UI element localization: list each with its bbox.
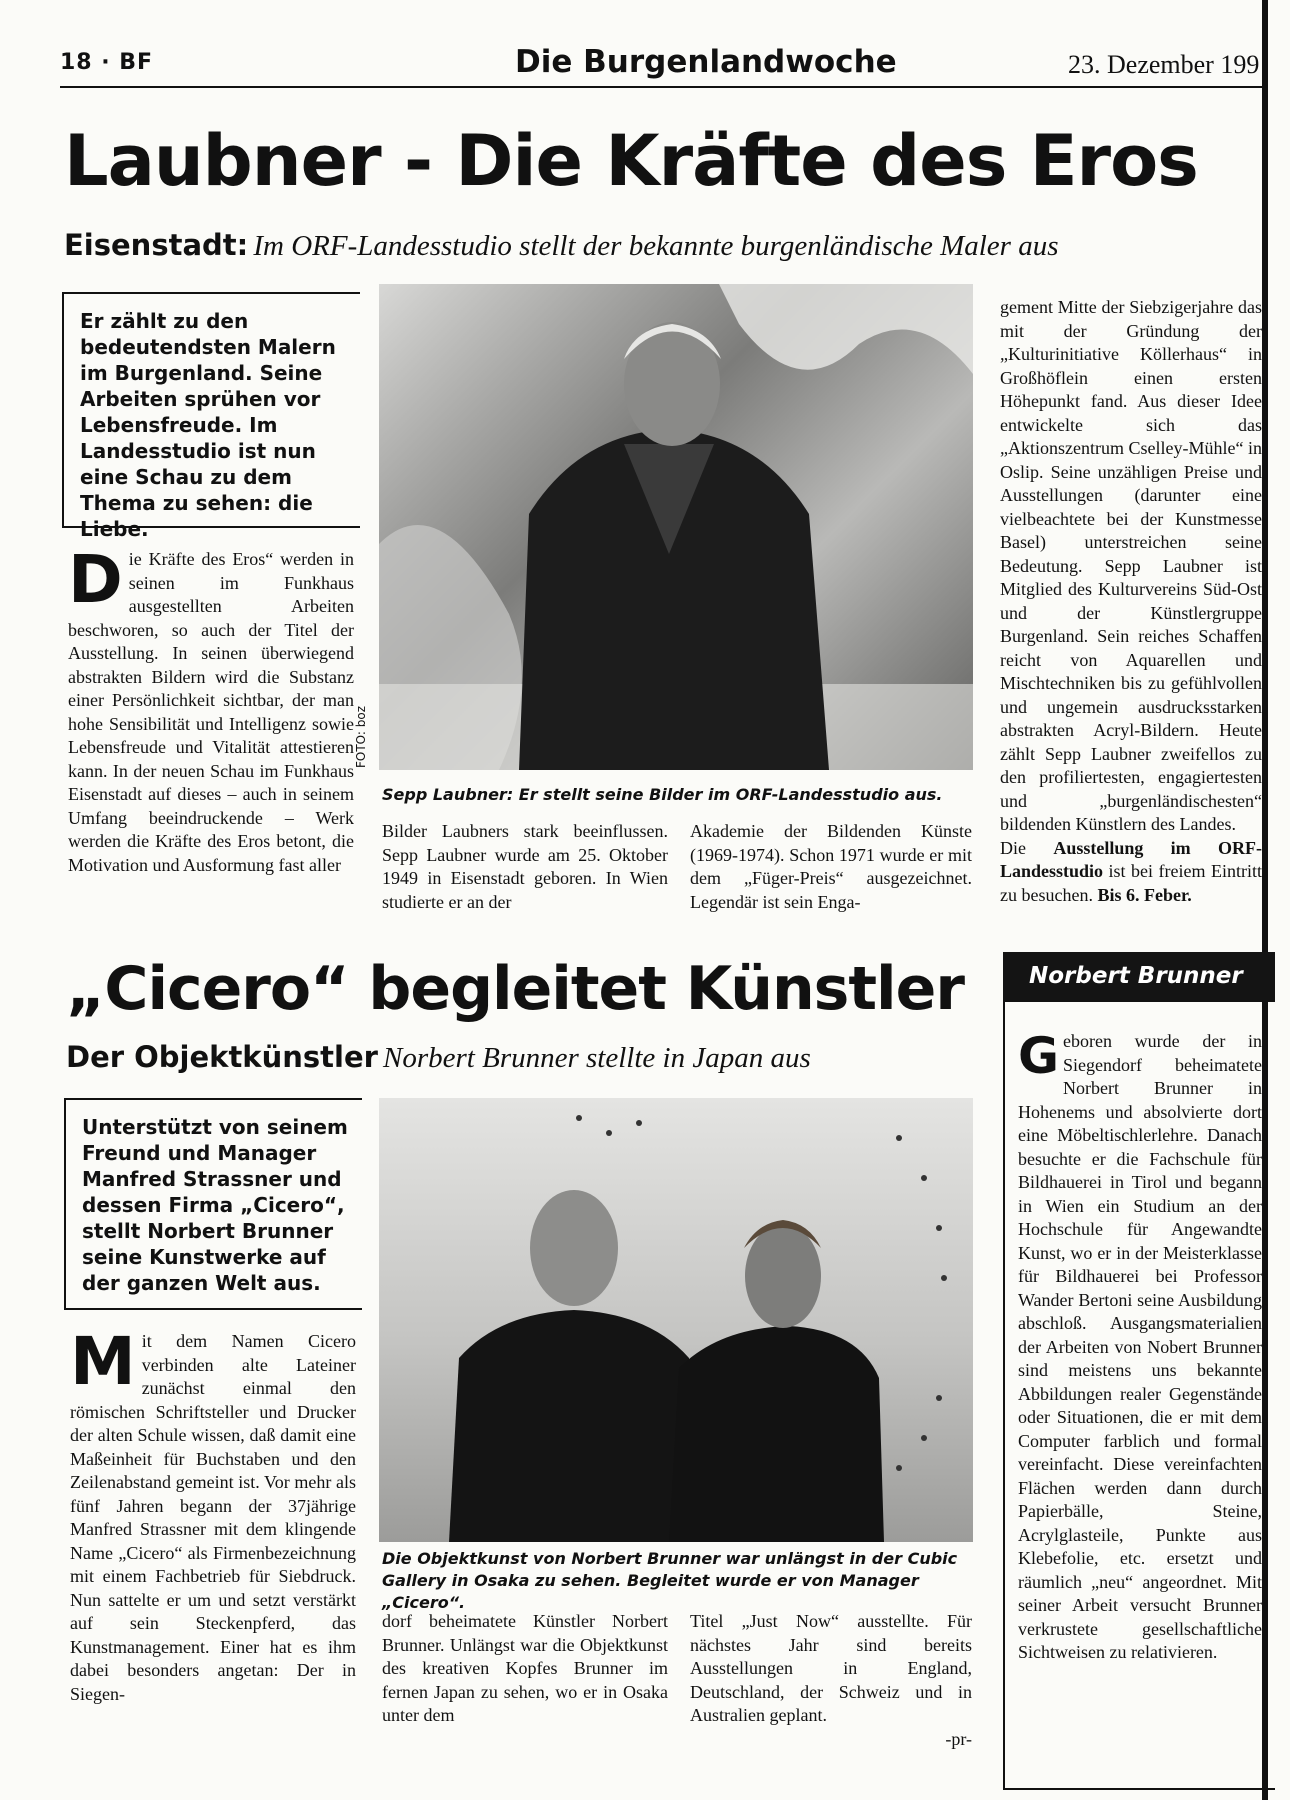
article2-col2 — [382, 1610, 668, 1728]
article1-headline: Laubner - Die Kräfte des Eros — [64, 120, 1198, 202]
issue-date: 23. Dezember 199 — [1068, 50, 1260, 79]
closing-date: Bis 6. Feber. — [1097, 884, 1192, 905]
sidebar-title: Norbert Brunner — [1003, 952, 1275, 1000]
article1-photo-caption: Sepp Laubner: Er stellt seine Bilder im ORF-Landesstudio aus. — [382, 785, 943, 804]
brunner-photo — [379, 1098, 973, 1542]
article2-lead: Unterstützt von seinem Freund und Manager Manfred Strassner und dessen Firma „Cicero“, stellt Norbert Brunner seine Kunstwerke auf der ganzen Welt aus. — [64, 1098, 362, 1310]
article2-subhead-text: Norbert Brunner stellte in Japan aus — [383, 1042, 811, 1074]
article1-subhead — [64, 228, 1059, 263]
article2-col1 — [70, 1323, 356, 1706]
sidebar-text — [1018, 1027, 1262, 1665]
article1-col3-text: Akademie der Bildenden Künste (1969-1974). Schon 1971 wurde er mit dem „Füger-Preis“ ausgezeichnet. Legendär ist sein Enga- — [690, 821, 972, 912]
photo-credit: FOTO: boz — [354, 705, 368, 768]
sidebar-body: eboren wurde der in Siegendorf beheimatete Norbert Brunner in Hohenems und absolvierte dort eine Möbeltischlerlehre. Danach besuchte er die Fachschule für Bildhauerei in Tirol und begann in Wien ein Studium an der Hochschule für Angewandte Kunst, wo er in der Meisterklasse für Bildhauerei bei Professor Wander Bertoni seine Ausbildung abschloß. Ausgangsmaterialien der Arbeiten von Nobert Brunner sind meistens uns bekannte Abbildungen realer Gegenstände oder Situationen, die er mit dem Computer farblich und formal vereinfacht. Diese vereinfachten Flächen werden dann durch Papierbälle, Steine, Acrylglasteile, Punkte aus Klebefolie, etc. ersetzt und räumlich „neu“ angeordnet. Mit seiner Arbeit versucht Brunner verkrustete gesellschaftliche Sichtweisen zu relativieren. — [1018, 1031, 1262, 1662]
laubner-photo-illustration — [379, 284, 973, 770]
article1-col4-text: gement Mitte der Siebzigerjahre das mit der Gründung der „Kulturinitiative Köllerhaus“ in Großhöflein einen ersten Höhepunkt fand. Aus dieser Idee entwickelte sich das „Aktionszentrum Cselley-Mühle“ in Oslip. Seine unzähligen Preise und Ausstellungen (darunter eine vielbeachtete bei der Kunstmesse Basel) unterstreichen seine Bedeutung. Sepp Laubner ist Mitglied des Kulturvereins Süd-Ost und der Künstlergruppe Burgenland. Sein reiches Schaffen reicht von Aquarellen und Mischtechniken bis zu gefühlvollen und ungemein ausdrucksstarken abstrakten Acryl-Bildern. Heute zählt Sepp Laubner zweifellos zu den profiliertesten, engagiertesten und „burgenländischesten“ bildenden Künstlern des Landes. — [1000, 297, 1262, 834]
article1-col2-text: Bilder Laubners stark beeinflussen. Sepp Laubner wurde am 25. Oktober 1949 in Eisenstadt geboren. In Wien studierte er an der — [382, 821, 668, 912]
article2-subhead-bold: Der Objektkünstler — [66, 1040, 378, 1074]
article1-col1 — [68, 541, 354, 877]
article1-col4 — [1000, 296, 1262, 907]
article1-subhead-location: Eisenstadt: — [64, 228, 249, 262]
article2-subhead — [66, 1040, 811, 1075]
article2-col3 — [690, 1610, 972, 1751]
article1-dropcap: D — [68, 541, 123, 618]
closing-pre: Die — [1000, 837, 1054, 858]
article2-dropcap: M — [70, 1323, 136, 1400]
article2-photo-caption: Die Objektkunst von Norbert Brunner war unlängst in der Cubic Gallery in Osaka zu sehen. Begleitet wurde er von Manager „Cicero“. — [382, 1549, 958, 1612]
newspaper-name: Die Burgenlandwoche — [515, 44, 897, 80]
page-number: 18 · BF — [60, 50, 154, 75]
closing-mid: ist bei freiem Eintritt zu besuchen. — [1000, 861, 1262, 905]
article2-headline: „Cicero“ begleitet Künstler — [66, 954, 964, 1024]
laubner-photo — [379, 284, 973, 770]
header-rule — [60, 86, 1262, 88]
article2-col2-text: dorf beheimatete Künstler Norbert Brunner. Unlängst war die Objektkunst des kreativen Kopfes Brunner im fernen Japan zu sehen, wo er in Osaka unter dem — [382, 1611, 668, 1725]
article1-col3 — [690, 820, 972, 914]
article1-col1-text: ie Kräfte des Eros“ werden in seinen im Funkhaus ausgestellten Arbeiten beschworen, so auch der Titel der Ausstellung. In seinen überwiegend abstrakten Bildern wird die Substanz einer Persönlichkeit sichtbar, der man hohe Sensibilität und Intelligenz sowie Lebensfreude und Vitalität attestieren kann. In der neuen Schau im Funkhaus Eisenstadt auf dieses – auch in seinem Umfang beeindruckende – Werk werden die Kräfte des Eros betont, die Motivation und Ausformung fast aller — [68, 549, 354, 875]
article2-col1-text: it dem Namen Cicero verbinden alte Lateiner zunächst einmal den römischen Schriftsteller und Drucker der alten Schule wissen, daß damit eine Maßeinheit für Buchstaben und den Zeilenabstand gemeint ist. Vor mehr als fünf Jahren begann der 37jährige Manfred Strassner mit dem klingende Name „Cicero“ als Firmenbezeichnung mit einem Fachbetrieb für Siebdruck. Nun sattelte er um und setzt verstärkt auf sein Steckenpferd, das Kunstmanagement. Einer hat es ihm dabei besonders angetan: Der in Siegen- — [70, 1331, 356, 1704]
article1-col2 — [382, 820, 668, 914]
article1-subhead-text: Im ORF-Landesstudio stellt der bekannte burgenländische Maler aus — [253, 230, 1059, 262]
brunner-photo-illustration — [379, 1098, 973, 1542]
sidebar-dropcap: G — [1018, 1027, 1060, 1085]
article1-lead: Er zählt zu den bedeutendsten Malern im Burgenland. Seine Arbeiten sprühen vor Lebensfreude. Im Landesstudio ist nun eine Schau zu dem Thema zu sehen: die Liebe. — [62, 292, 360, 528]
closing-exhibition: Ausstellung im ORF-Landesstudio — [1000, 837, 1262, 881]
article2-col3-text: Titel „Just Now“ ausstellte. Für nächstes Jahr sind bereits Ausstellungen in England, Deutschland, der Schweiz und in Australien geplant. — [690, 1611, 972, 1725]
article2-signature: -pr- — [945, 1728, 972, 1749]
article1-col4-closing — [1000, 837, 1262, 908]
